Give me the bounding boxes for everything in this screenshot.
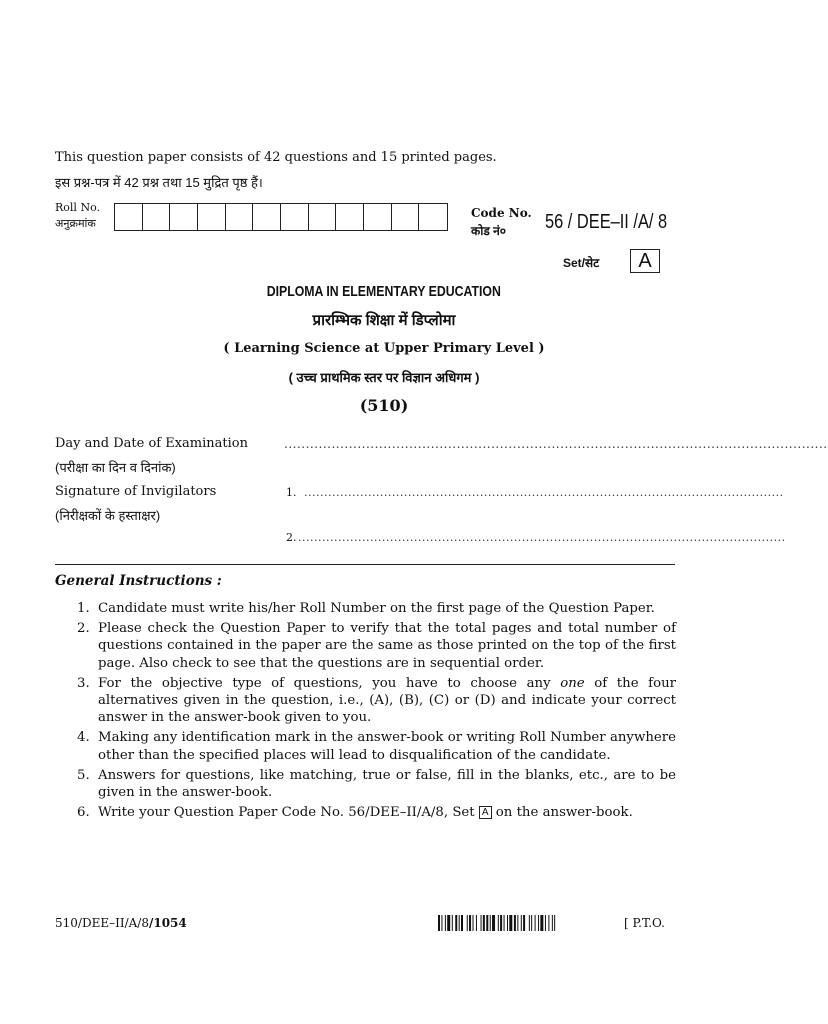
- roll-number-label: Roll No.: [55, 201, 100, 214]
- roll-number-cell[interactable]: [253, 204, 281, 230]
- set-label: Set/सेट: [563, 256, 600, 270]
- subject-title-hindi: ( उच्च प्राथमिक स्तर पर विज्ञान अधिगम ): [288, 370, 480, 385]
- roll-number-cell[interactable]: [309, 204, 337, 230]
- pages-info-hindi: इस प्रश्न-पत्र में 42 प्रश्न तथा 15 मुद्रित पृष्ठ हैं।: [55, 175, 263, 190]
- roll-number-cell[interactable]: [170, 204, 198, 230]
- code-number-value: 56 / DEE–II /A/ 8: [545, 211, 668, 233]
- please-turn-over: [ P.T.O.: [624, 916, 665, 930]
- roll-number-cell[interactable]: [226, 204, 254, 230]
- footer-paper-code: 510/DEE–II/A/8/1054: [55, 916, 187, 930]
- roll-number-cell[interactable]: [392, 204, 420, 230]
- pages-info-english: This question paper consists of 42 questions and 15 printed pages.: [55, 150, 497, 165]
- invigilator-signature-label: Signature of Invigilators: [55, 484, 217, 499]
- set-inline-box: A: [479, 806, 492, 819]
- set-value-box: A: [630, 249, 660, 273]
- code-number-label: Code No.: [471, 206, 532, 220]
- diploma-title: DIPLOMA IN ELEMENTARY EDUCATION: [266, 283, 502, 300]
- roll-number-cell[interactable]: [364, 204, 392, 230]
- paper-code: (510): [359, 396, 409, 415]
- signature-2-number: 2.: [286, 531, 297, 544]
- roll-number-cell[interactable]: [198, 204, 226, 230]
- signature-1-field[interactable]: ........................................................................................................................: [304, 486, 784, 499]
- instruction-item: 6. Write your Question Paper Code No. 56/DEE–II/A/8, Set A on the answer-book.: [77, 805, 633, 821]
- roll-number-grid[interactable]: [114, 203, 448, 231]
- roll-number-cell[interactable]: [115, 204, 143, 230]
- code-number-label-hindi: कोड नं०: [471, 224, 506, 238]
- roll-number-cell[interactable]: [419, 204, 447, 230]
- roll-number-label-hindi: अनुक्रमांक: [55, 218, 96, 230]
- instruction-item: 2. Please check the Question Paper to verify that the total pages and total number of questions contained in the paper are the same as those printed on the top of the first page. Also check to see that the questions are in sequential order.: [77, 621, 676, 671]
- roll-number-cell[interactable]: [336, 204, 364, 230]
- signature-2-field[interactable]: ..........................................................................................................................: [298, 531, 786, 544]
- general-instructions-heading: General Instructions :: [55, 573, 222, 589]
- instruction-item: 4. Making any identification mark in the answer-book or writing Roll Number anywhere other than the specified places will lead to disqualification of the candidate.: [77, 730, 676, 763]
- exam-date-label: Day and Date of Examination: [55, 436, 248, 451]
- instruction-item: 1. Candidate must write his/her Roll Number on the first page of the Question Paper.: [77, 601, 655, 616]
- exam-date-label-hindi: (परीक्षा का दिन व दिनांक): [55, 460, 176, 475]
- invigilator-signature-label-hindi: (निरीक्षकों के हस्ताक्षर): [55, 508, 161, 523]
- barcode-icon: [438, 915, 618, 931]
- instructions-list: [55, 600, 676, 824]
- diploma-title-hindi: प्रारम्भिक शिक्षा में डिप्लोमा: [312, 312, 456, 329]
- divider-line: [55, 564, 675, 565]
- roll-number-cell[interactable]: [281, 204, 309, 230]
- signature-1-number: 1.: [286, 486, 297, 499]
- instruction-item: 3. For the objective type of questions, you have to choose any one of the four alternatives given in the question, i.e., (A), (B), (C) or (D) and indicate your correct answer in the answer-book given to you.: [77, 675, 677, 726]
- subject-title: ( Learning Science at Upper Primary Level ): [223, 341, 545, 356]
- exam-date-field[interactable]: ..............................................................................................................................: [284, 437, 828, 451]
- roll-number-cell[interactable]: [143, 204, 171, 230]
- instruction-item: 5. Answers for questions, like matching, true or false, fill in the blanks, etc., are to be given in the answer-book.: [77, 767, 676, 801]
